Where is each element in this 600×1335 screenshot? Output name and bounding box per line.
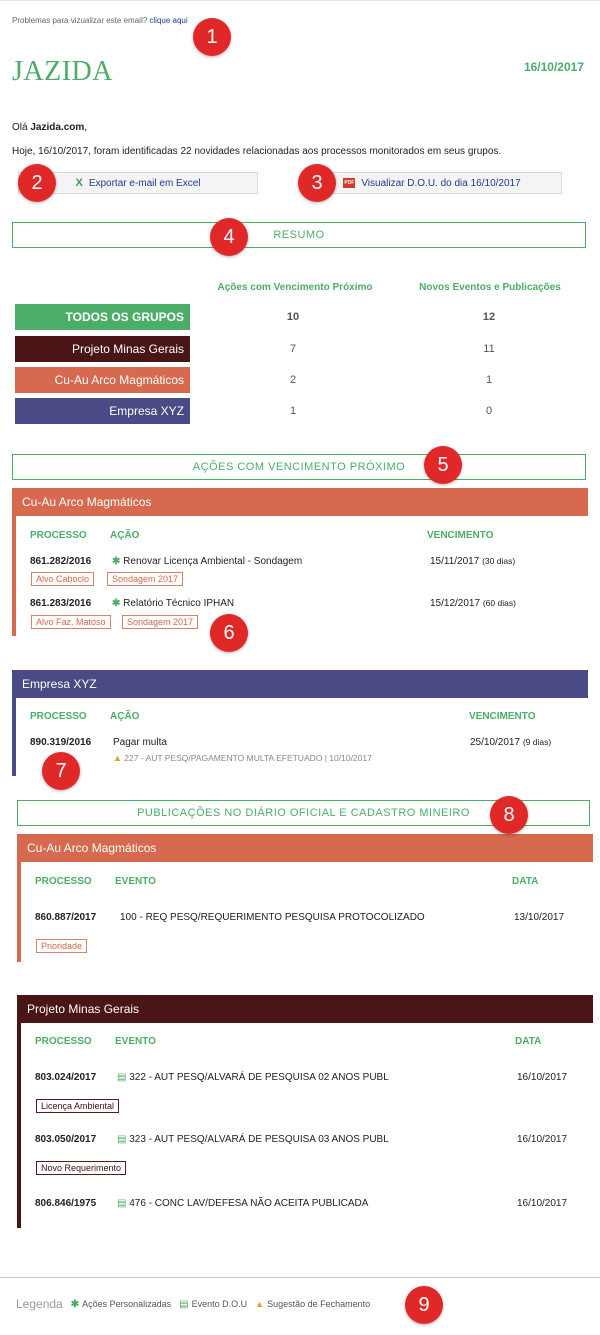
pub-evento <box>117 1198 368 1209</box>
summary-eventos-minas: 11 <box>483 343 495 355</box>
tag: Prioridade <box>36 939 87 953</box>
pub-data: 13/10/2017 <box>514 912 565 923</box>
legend-item <box>179 1299 247 1310</box>
tag: Alvo Caboclo <box>31 572 94 586</box>
pub-data: 16/10/2017 <box>517 1072 568 1083</box>
callout-badge: 2 <box>18 164 56 202</box>
callout-badge: 1 <box>193 18 231 56</box>
acao-label: Relatório Técnico IPHAN <box>123 598 235 609</box>
pub-processo[interactable]: 803.024/2017 <box>35 1072 97 1083</box>
acao-suggestion <box>113 753 372 763</box>
export-excel-label: Exportar e-mail em Excel <box>88 177 201 189</box>
jazida-logo: JAZIDA <box>12 56 113 87</box>
col-vencimento: VENCIMENTO <box>469 711 536 722</box>
legend-item <box>71 1299 171 1310</box>
tag: Licença Ambiental <box>36 1099 119 1113</box>
acao-item <box>112 598 234 609</box>
callout-badge: 6 <box>210 614 248 652</box>
pub-minas-border <box>17 1023 21 1228</box>
tag: Sondagem 2017 <box>122 615 198 629</box>
callout-badge: 5 <box>424 446 462 484</box>
pub-processo[interactable]: 860.887/2017 <box>35 912 97 923</box>
view-dou-button[interactable] <box>302 172 562 194</box>
callout-badge: 9 <box>405 1286 443 1324</box>
pdf-icon: PDF <box>344 180 355 186</box>
dou-event-icon: ▤ <box>179 1298 189 1310</box>
pub-data: 16/10/2017 <box>517 1198 568 1209</box>
col-acao: AÇÃO <box>110 711 140 722</box>
col-processo: PROCESSO <box>30 530 87 541</box>
summary-acoes-todos: 10 <box>286 311 300 323</box>
acao-label: Pagar multa <box>113 737 167 748</box>
acao-label: Renovar Licença Ambiental - Sondagem <box>123 556 303 567</box>
legend <box>16 1297 370 1311</box>
pub-evento <box>117 1134 389 1145</box>
warning-icon: ▲ <box>255 1299 265 1309</box>
pub-evento-label: 476 - CONC LAV/DEFESA NÃO ACEITA PUBLICADA <box>129 1198 369 1209</box>
dou-event-icon: ▤ <box>117 1198 127 1209</box>
pub-data: 16/10/2017 <box>517 1134 568 1145</box>
legend-sugestao: Sugestão de Fechamento <box>267 1299 371 1309</box>
col-data: DATA <box>512 876 539 887</box>
col-vencimento: VENCIMENTO <box>427 530 494 541</box>
acao-venc-dias: (30 dias) <box>482 556 516 566</box>
acao-processo[interactable]: 861.282/2016 <box>30 556 92 567</box>
custom-action-icon: ✱ <box>112 556 121 567</box>
callout-badge: 8 <box>490 796 528 834</box>
summary-eventos-cuau: 1 <box>485 374 493 386</box>
acao-item <box>112 556 302 567</box>
top-divider <box>0 0 600 1</box>
custom-action-icon: ✱ <box>112 598 121 609</box>
summary-acoes-minas: 7 <box>289 343 297 355</box>
acao-processo[interactable]: 890.319/2016 <box>30 737 92 748</box>
intro-text: Hoje, 16/10/2017, foram identificadas 22 novidades relacionadas aos processos monitorados em seus grupos. <box>12 146 502 157</box>
preheader-text: Problemas para vizualizar este email? <box>12 16 148 25</box>
col-processo: PROCESSO <box>35 876 92 887</box>
acoes-xyz-header: Empresa XYZ <box>12 670 588 698</box>
col-acao: AÇÃO <box>110 530 140 541</box>
email-date: 16/10/2017 <box>523 60 584 74</box>
tag: Sondagem 2017 <box>107 572 183 586</box>
pub-processo[interactable]: 803.050/2017 <box>35 1134 97 1145</box>
warning-icon: ▲ <box>113 753 122 763</box>
tag: Alvo Faz. Matoso <box>31 615 111 629</box>
col-data: DATA <box>515 1036 542 1047</box>
summary-group-xyz[interactable]: Empresa XYZ <box>15 398 190 424</box>
acao-venc-dias: (60 dias) <box>482 598 516 608</box>
col-evento: EVENTO <box>115 1036 156 1047</box>
callout-badge: 3 <box>298 164 336 202</box>
dou-event-icon: ▤ <box>117 1072 127 1083</box>
summary-acoes-xyz: 1 <box>289 405 297 417</box>
pub-evento <box>117 1072 389 1083</box>
acoes-section-title: AÇÕES COM VENCIMENTO PRÓXIMO <box>12 454 586 480</box>
acao-venc-date: 15/11/2017 <box>430 556 480 567</box>
pub-processo[interactable]: 806.846/1975 <box>35 1198 97 1209</box>
summary-eventos-xyz: 0 <box>485 405 493 417</box>
callout-badge: 4 <box>210 218 248 256</box>
resumo-col-acoes: Ações com Vencimento Próximo <box>217 282 373 293</box>
acoes-cuau-border <box>12 516 16 636</box>
resumo-section-title: RESUMO <box>12 222 586 248</box>
summary-group-todos[interactable]: TODOS OS GRUPOS <box>15 304 190 330</box>
greeting-suffix: , <box>84 122 88 133</box>
legend-title: Legenda <box>16 1297 63 1311</box>
acao-venc-date: 15/12/2017 <box>430 598 481 609</box>
preheader <box>12 16 188 25</box>
acoes-xyz-border <box>12 698 16 776</box>
acao-vencimento <box>470 737 551 748</box>
summary-group-minas[interactable]: Projeto Minas Gerais <box>15 336 190 362</box>
publicacoes-section-title: PUBLICAÇÕES NO DIÁRIO OFICIAL E CADASTRO MINEIRO <box>17 800 590 826</box>
pub-cuau-border <box>17 862 21 962</box>
summary-acoes-cuau: 2 <box>289 374 297 386</box>
legend-evento: Evento D.O.U <box>191 1299 248 1309</box>
callout-badge: 7 <box>42 752 80 790</box>
summary-group-cuau[interactable]: Cu-Au Arco Magmáticos <box>15 367 190 393</box>
acao-vencimento <box>430 598 516 609</box>
greeting-name: Jazida.com <box>30 122 85 133</box>
excel-icon: X <box>75 177 83 189</box>
col-evento: EVENTO <box>115 876 156 887</box>
custom-action-icon: ✱ <box>70 1298 80 1310</box>
resumo-col-eventos: Novos Eventos e Publicações <box>419 282 561 293</box>
pub-cuau-header: Cu-Au Arco Magmáticos <box>17 834 593 862</box>
pub-evento-label: 323 - AUT PESQ/ALVARÁ DE PESQUISA 03 ANOS PUBL <box>129 1134 389 1145</box>
tag: Novo Requerimento <box>36 1161 126 1175</box>
pub-evento-label: 322 - AUT PESQ/ALVARÁ DE PESQUISA 02 ANOS PUBL <box>129 1072 389 1083</box>
preheader-link[interactable]: clique aqui <box>149 16 188 25</box>
acao-suggestion-text: 227 - AUT PESQ/PAGAMENTO MULTA EFETUADO | 10/10/2017 <box>124 753 372 763</box>
acao-processo[interactable]: 861.283/2016 <box>30 598 92 609</box>
greeting-prefix: Olá <box>12 122 28 133</box>
pub-evento: 100 - REQ PESQ/REQUERIMENTO PESQUISA PROTOCOLIZADO <box>120 912 425 923</box>
summary-eventos-todos: 12 <box>482 311 496 323</box>
acao-venc-date: 25/10/2017 <box>470 737 521 748</box>
acao-vencimento <box>430 556 515 567</box>
dou-event-icon: ▤ <box>117 1134 127 1145</box>
acoes-cuau-header: Cu-Au Arco Magmáticos <box>12 488 588 516</box>
acao-venc-dias: (9 dias) <box>522 737 552 747</box>
footer-divider <box>0 1277 600 1278</box>
legend-item <box>255 1299 370 1309</box>
view-dou-label: Visualizar D.O.U. do dia 16/10/2017 <box>361 177 521 189</box>
pub-minas-header: Projeto Minas Gerais <box>17 995 593 1023</box>
col-processo: PROCESSO <box>35 1036 92 1047</box>
legend-acoes: Ações Personalizadas <box>82 1299 172 1309</box>
col-processo: PROCESSO <box>30 711 87 722</box>
greeting <box>12 122 87 133</box>
